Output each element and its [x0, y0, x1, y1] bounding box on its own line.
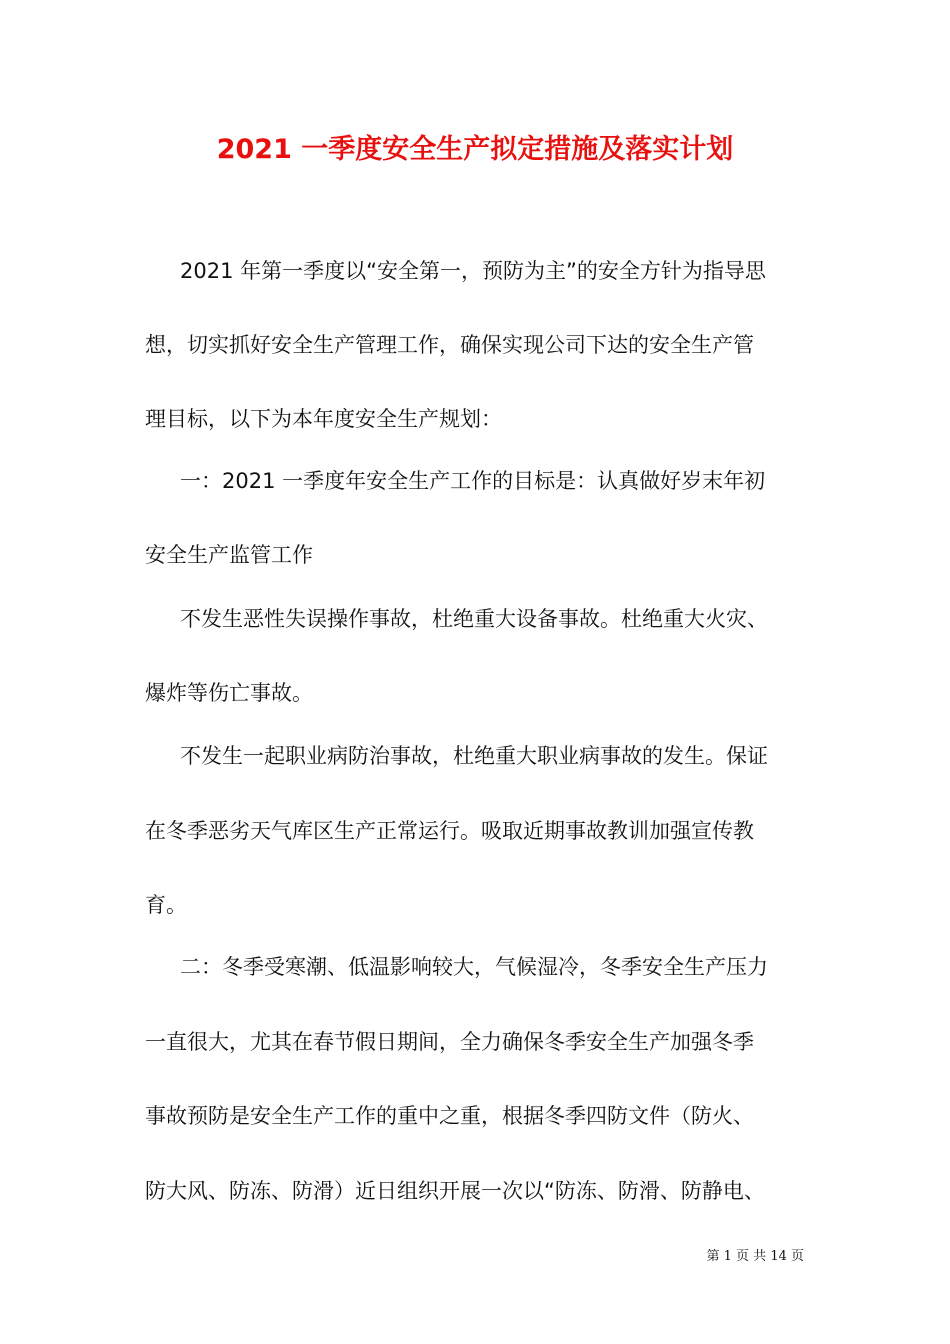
- paragraph-line: 一：2021 一季度年安全生产工作的目标是：认真做好岁末年初: [180, 469, 766, 493]
- paragraph-line: 一直很大，尤其在春节假日期间，全力确保冬季安全生产加强冬季: [145, 1030, 754, 1054]
- paragraph-line: 理目标，以下为本年度安全生产规划：: [145, 407, 502, 431]
- paragraph-line: 想，切实抓好安全生产管理工作，确保实现公司下达的安全生产管: [145, 333, 754, 357]
- paragraph-line: 在冬季恶劣天气库区生产正常运行。吸取近期事故教训加强宣传教: [145, 819, 754, 843]
- paragraph-line: 不发生一起职业病防治事故，杜绝重大职业病事故的发生。保证: [180, 744, 768, 768]
- page-number: 第 1 页 共 14 页: [706, 1249, 804, 1264]
- paragraph-line: 事故预防是安全生产工作的重中之重，根据冬季四防文件（防火、: [145, 1104, 754, 1128]
- document-title: 2021 一季度安全生产拟定措施及落实计划: [216, 134, 734, 165]
- paragraph-line: 防大风、防冻、防滑）近日组织开展一次以“防冻、防滑、防静电、: [145, 1179, 765, 1203]
- paragraph-line: 爆炸等伤亡事故。: [145, 681, 313, 705]
- paragraph-line: 育。: [145, 893, 187, 917]
- paragraph-line: 二：冬季受寒潮、低温影响较大，气候湿冷，冬季安全生产压力: [180, 955, 768, 979]
- paragraph-line: 不发生恶性失误操作事故，杜绝重大设备事故。杜绝重大火灾、: [180, 607, 768, 631]
- paragraph-line: 2021 年第一季度以“安全第一，预防为主”的安全方针为指导思: [180, 259, 766, 283]
- paragraph-line: 安全生产监管工作: [145, 543, 313, 567]
